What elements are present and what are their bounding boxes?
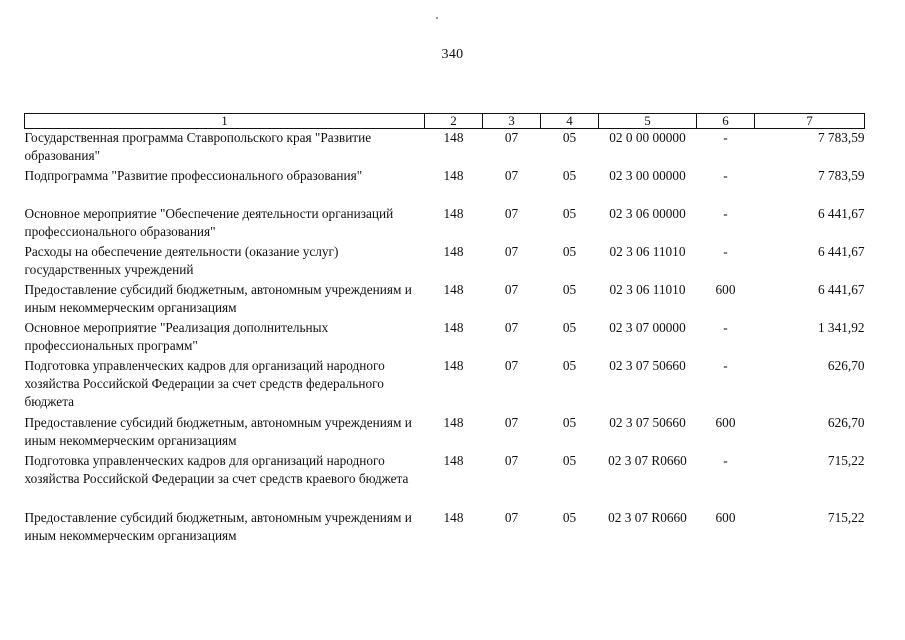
row-target-code: 02 3 07 50660 — [609, 357, 686, 373]
row-name: Подпрограмма "Развитие профессионального образования" — [24, 167, 363, 183]
row-name: Предоставление субсидий бюджетным, автономным учреждениям и иным некоммерческим организациям — [24, 281, 412, 315]
row-subsection: 05 — [562, 205, 577, 221]
row-expense-type: - — [723, 167, 728, 183]
row-amount: 7 783,59 — [817, 130, 865, 145]
row-section: 07 — [504, 452, 519, 468]
row-ved: 148 — [443, 243, 464, 259]
row-ved: 148 — [443, 509, 464, 525]
row-name: Предоставление субсидий бюджетным, автономным учреждениям и иным некоммерческим организациям — [24, 414, 412, 448]
row-subsection: 05 — [562, 167, 577, 183]
header-col-3: 3 — [483, 114, 541, 129]
row-amount: 626,70 — [827, 414, 865, 430]
row-amount: 715,22 — [827, 509, 865, 525]
column-number-row — [25, 114, 865, 129]
row-target-code: 02 3 07 50660 — [609, 414, 686, 430]
row-name: Государственная программа Ставропольского края "Развитие образования" — [24, 130, 372, 163]
budget-table — [24, 113, 865, 547]
header-col-7: 7 — [755, 114, 865, 129]
header-col-1: 1 — [25, 114, 425, 129]
row-expense-type: - — [723, 130, 728, 145]
row-section: 07 — [504, 205, 519, 221]
row-name: Основное мероприятие "Реализация дополнительных профессиональных программ" — [24, 319, 329, 353]
row-section: 07 — [504, 357, 519, 373]
row-amount: 1 341,92 — [817, 319, 865, 335]
table-row — [25, 509, 865, 547]
row-expense-type: - — [723, 319, 728, 335]
row-subsection: 05 — [562, 130, 577, 145]
row-target-code: 02 3 06 11010 — [609, 281, 686, 297]
header-col-2: 2 — [425, 114, 483, 129]
row-subsection: 05 — [562, 281, 577, 297]
row-section: 07 — [504, 319, 519, 335]
row-ved: 148 — [443, 205, 464, 221]
row-amount: 6 441,67 — [817, 243, 865, 259]
row-amount: 626,70 — [827, 357, 865, 373]
row-expense-type: - — [723, 357, 728, 373]
row-ved: 148 — [443, 130, 464, 145]
row-section: 07 — [504, 509, 519, 525]
row-amount: 6 441,67 — [817, 281, 865, 297]
row-subsection: 05 — [562, 452, 577, 468]
header-col-4: 4 — [541, 114, 599, 129]
row-name: Подготовка управленческих кадров для организаций народного хозяйства Российской Федерации за счет средств краевого бюджета — [24, 452, 409, 486]
table-row — [25, 281, 865, 319]
row-expense-type: - — [723, 205, 728, 221]
row-section: 07 — [504, 167, 519, 183]
row-amount: 6 441,67 — [817, 205, 865, 221]
row-subsection: 05 — [562, 319, 577, 335]
row-ved: 148 — [443, 414, 464, 430]
header-col-6: 6 — [697, 114, 755, 129]
table-row — [25, 357, 865, 414]
row-expense-type: - — [723, 452, 728, 468]
row-expense-type: 600 — [715, 281, 736, 297]
row-subsection: 05 — [562, 357, 577, 373]
row-name: Основное мероприятие "Обеспечение деятельности организаций профессионального образования" — [24, 205, 394, 239]
table-row — [25, 243, 865, 281]
row-amount: 715,22 — [827, 452, 865, 468]
row-name: Расходы на обеспечение деятельности (оказание услуг) государственных учреждений — [24, 243, 339, 277]
row-target-code: 02 3 07 R0660 — [608, 509, 687, 525]
row-ved: 148 — [443, 167, 464, 183]
row-target-code: 02 3 06 11010 — [609, 243, 686, 259]
row-section: 07 — [504, 281, 519, 297]
table-row — [25, 452, 865, 509]
row-expense-type: 600 — [715, 509, 736, 525]
row-target-code: 02 3 07 R0660 — [608, 452, 687, 468]
row-subsection: 05 — [562, 509, 577, 525]
row-ved: 148 — [443, 357, 464, 373]
row-subsection: 05 — [562, 243, 577, 259]
table-row — [25, 129, 865, 167]
row-section: 07 — [504, 130, 519, 145]
row-name: Предоставление субсидий бюджетным, автономным учреждениям и иным некоммерческим организациям — [24, 509, 412, 543]
row-target-code: 02 0 00 00000 — [609, 130, 686, 145]
table-row — [25, 167, 865, 205]
row-expense-type: 600 — [715, 414, 736, 430]
row-name: Подготовка управленческих кадров для организаций народного хозяйства Российской Федерации за счет средств федерального бюджета — [24, 357, 385, 409]
row-expense-type: - — [723, 243, 728, 259]
row-section: 07 — [504, 414, 519, 430]
header-col-5: 5 — [599, 114, 697, 129]
row-subsection: 05 — [562, 414, 577, 430]
row-amount: 7 783,59 — [817, 167, 865, 183]
table-row — [25, 319, 865, 357]
scan-speck — [436, 17, 438, 19]
row-target-code: 02 3 00 00000 — [609, 167, 686, 183]
row-ved: 148 — [443, 319, 464, 335]
page-number: 340 — [441, 47, 464, 62]
table-row — [25, 205, 865, 243]
row-ved: 148 — [443, 452, 464, 468]
row-ved: 148 — [443, 281, 464, 297]
row-target-code: 02 3 07 00000 — [609, 319, 686, 335]
row-target-code: 02 3 06 00000 — [609, 205, 686, 221]
row-section: 07 — [504, 243, 519, 259]
table-row — [25, 414, 865, 452]
